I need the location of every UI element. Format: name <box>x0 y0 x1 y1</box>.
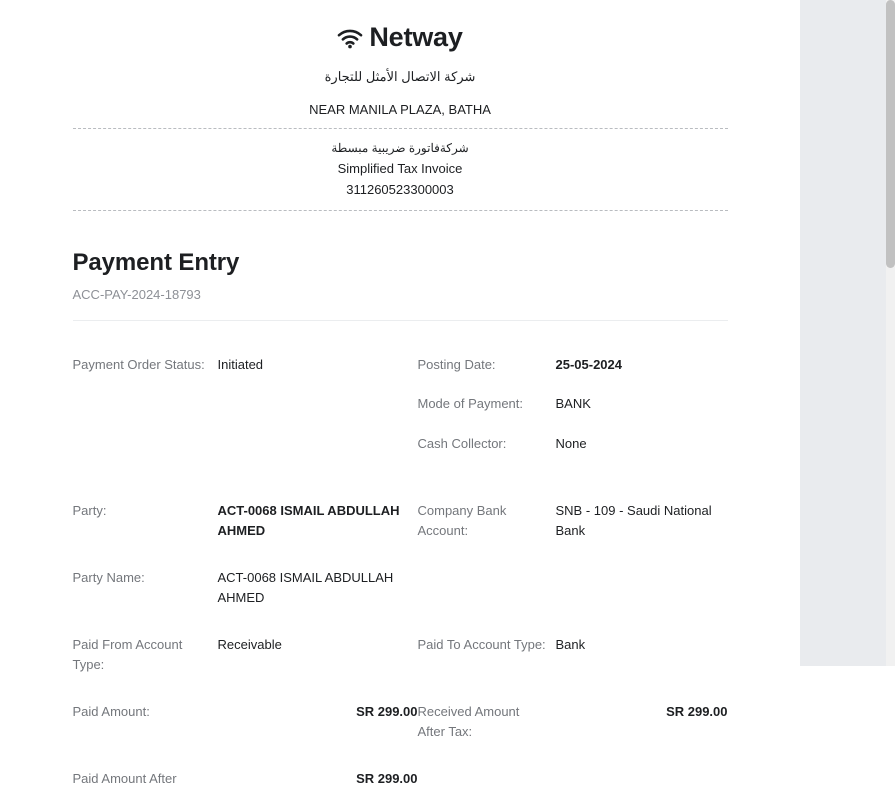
scrollbar-thumb[interactable] <box>886 0 895 268</box>
party-value: ACT-0068 ISMAIL ABDULLAH AHMED <box>217 503 400 538</box>
payment-order-status-value: Initiated <box>217 356 264 372</box>
company-name-arabic: شركة الاتصال الأمثل للتجارة <box>324 69 476 84</box>
paid-amount-value: SR 299.00 <box>356 704 418 720</box>
paid-from-account-type-label: Paid From Account Type: <box>72 637 183 672</box>
company-bank-account-value: SNB - 109 - Saudi National Bank <box>555 503 712 538</box>
grid-spacer <box>418 751 556 799</box>
posting-date-label: Posting Date: <box>417 356 496 372</box>
vertical-scrollbar[interactable] <box>886 0 895 666</box>
grid-spacer <box>73 384 218 424</box>
mode-of-payment-value: BANK <box>555 396 591 412</box>
party-name-label: Party Name: <box>72 570 145 586</box>
invoice-type-arabic: شركةفاتورة ضريبية مبسطة <box>331 141 469 155</box>
grid-spacer <box>556 751 728 799</box>
vat-number: 311260523300003 <box>346 182 454 198</box>
wifi-icon <box>337 27 363 49</box>
invoice-content <box>73 0 728 799</box>
invoice-meta <box>73 129 728 211</box>
brand-name: Netway <box>369 22 463 52</box>
paid-amount-after-value: SR 299.00 <box>356 771 418 787</box>
page-title: Payment Entry <box>72 248 240 276</box>
invoice-type: Simplified Tax Invoice <box>337 161 463 177</box>
document-id: ACC-PAY-2024-18793 <box>73 287 728 321</box>
grid-spacer <box>218 384 418 424</box>
paid-to-account-type-label: Paid To Account Type: <box>417 637 546 653</box>
posting-date-value: 25-05-2024 <box>555 356 622 372</box>
mode-of-payment-label: Mode of Payment: <box>417 396 523 412</box>
party-label: Party: <box>72 503 107 519</box>
paid-to-account-type-value: Bank <box>555 637 586 653</box>
party-name-value: ACT-0068 ISMAIL ABDULLAH AHMED <box>217 570 394 605</box>
paid-from-account-type-value: Receivable <box>217 637 282 653</box>
received-amount-after-tax-label: Received Amount After Tax: <box>417 704 520 739</box>
payment-details-grid <box>73 345 728 799</box>
grid-spacer <box>418 550 556 617</box>
grid-spacer <box>73 424 218 464</box>
cash-collector-label: Cash Collector: <box>417 435 507 451</box>
received-amount-after-tax-value: SR 299.00 <box>666 704 728 720</box>
letterhead-brand <box>73 22 728 53</box>
page-gutter <box>800 0 895 666</box>
company-bank-account-label: Company Bank Account: <box>417 503 507 538</box>
grid-spacer <box>218 424 418 464</box>
grid-spacer <box>556 550 728 617</box>
cash-collector-value: None <box>555 435 587 451</box>
payment-order-status-label: Payment Order Status: <box>72 356 205 372</box>
company-address: NEAR MANILA PLAZA, BATHA <box>73 102 728 129</box>
paid-amount-label: Paid Amount: <box>72 704 150 720</box>
paid-amount-after-label: Paid Amount After <box>72 771 177 787</box>
